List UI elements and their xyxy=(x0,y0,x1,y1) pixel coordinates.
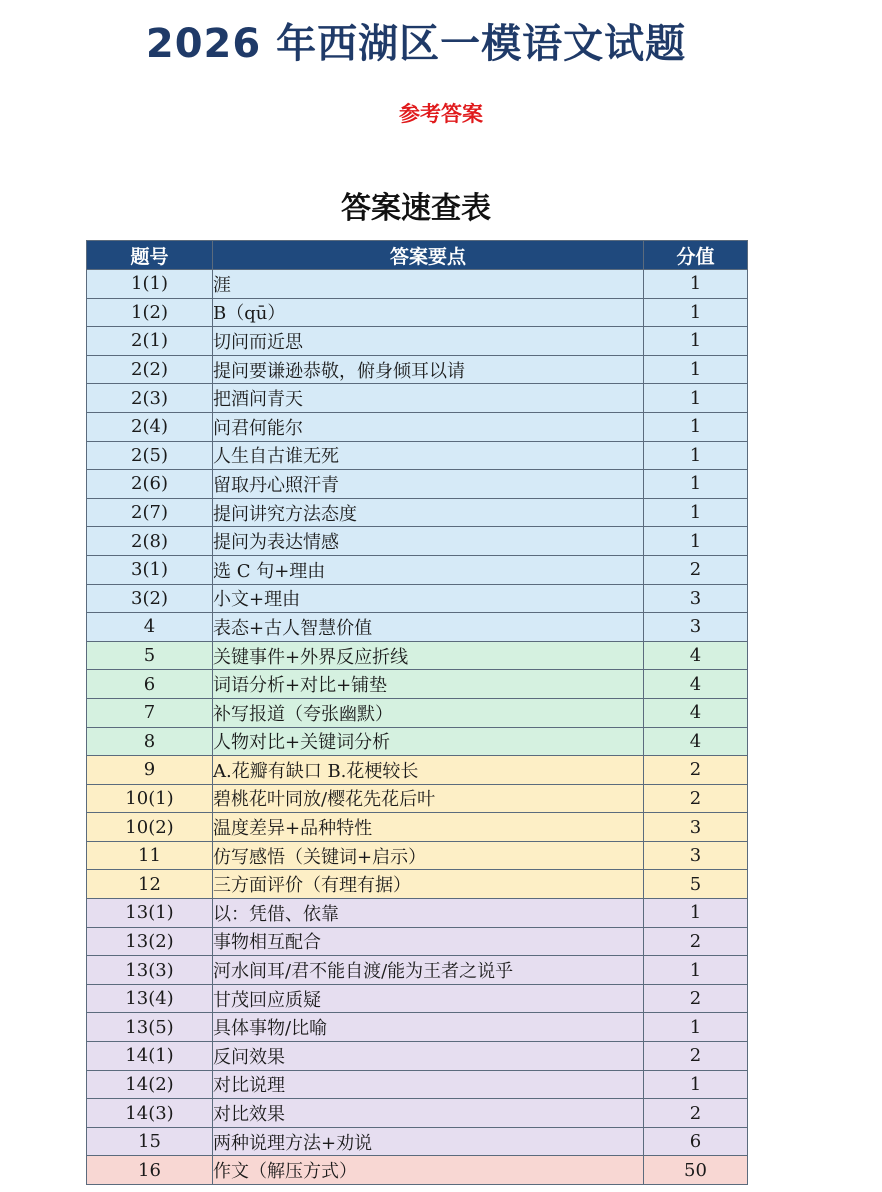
table-row xyxy=(87,470,748,499)
answer-point-cell: 以：凭借、依靠 xyxy=(213,899,644,928)
table-row xyxy=(87,698,748,727)
answer-point-cell: 切问而近思 xyxy=(213,327,644,356)
answer-point-cell: 选 C 句+理由 xyxy=(213,555,644,584)
table-row xyxy=(87,784,748,813)
question-number-cell: 2(8) xyxy=(87,527,213,556)
score-cell: 1 xyxy=(644,298,748,327)
score-cell: 5 xyxy=(644,870,748,899)
question-number-cell: 14(3) xyxy=(87,1099,213,1128)
question-number-cell: 2(3) xyxy=(87,384,213,413)
score-cell: 1 xyxy=(644,412,748,441)
answer-point-cell: B（qū） xyxy=(213,298,644,327)
table-row xyxy=(87,984,748,1013)
table-row xyxy=(87,412,748,441)
score-cell: 4 xyxy=(644,641,748,670)
table-row xyxy=(87,1042,748,1071)
table-row xyxy=(87,327,748,356)
table-row xyxy=(87,441,748,470)
question-number-cell: 4 xyxy=(87,613,213,642)
answer-point-cell: A.花瓣有缺口 B.花梗较长 xyxy=(213,756,644,785)
answer-point-cell: 问君何能尔 xyxy=(213,412,644,441)
score-cell: 4 xyxy=(644,727,748,756)
answer-point-cell: 反问效果 xyxy=(213,1042,644,1071)
column-header-answer: 答案要点 xyxy=(213,241,644,270)
answer-point-cell: 关键事件+外界反应折线 xyxy=(213,641,644,670)
score-cell: 2 xyxy=(644,756,748,785)
score-cell: 1 xyxy=(644,441,748,470)
table-row xyxy=(87,1070,748,1099)
answer-point-cell: 河水间耳/君不能自渡/能为王者之说乎 xyxy=(213,956,644,985)
answer-point-cell: 作文（解压方式） xyxy=(213,1156,644,1185)
question-number-cell: 1(2) xyxy=(87,298,213,327)
table-row xyxy=(87,641,748,670)
question-number-cell: 10(1) xyxy=(87,784,213,813)
score-cell: 1 xyxy=(644,327,748,356)
answer-table xyxy=(86,240,748,1185)
question-number-cell: 10(2) xyxy=(87,813,213,842)
question-number-cell: 2(6) xyxy=(87,470,213,499)
answer-point-cell: 提问为表达情感 xyxy=(213,527,644,556)
table-row xyxy=(87,298,748,327)
score-cell: 1 xyxy=(644,956,748,985)
question-number-cell: 1(1) xyxy=(87,270,213,299)
question-number-cell: 2(4) xyxy=(87,412,213,441)
score-cell: 1 xyxy=(644,384,748,413)
score-cell: 2 xyxy=(644,555,748,584)
score-cell: 3 xyxy=(644,841,748,870)
question-number-cell: 7 xyxy=(87,698,213,727)
score-cell: 1 xyxy=(644,1070,748,1099)
answer-point-cell: 具体事物/比喻 xyxy=(213,1013,644,1042)
column-header-question: 题号 xyxy=(87,241,213,270)
answer-point-cell: 留取丹心照汗青 xyxy=(213,470,644,499)
table-row xyxy=(87,1156,748,1185)
table-row xyxy=(87,813,748,842)
score-cell: 6 xyxy=(644,1127,748,1156)
question-number-cell: 8 xyxy=(87,727,213,756)
answer-point-cell: 人物对比+关键词分析 xyxy=(213,727,644,756)
score-cell: 3 xyxy=(644,813,748,842)
answer-point-cell: 提问讲究方法态度 xyxy=(213,498,644,527)
question-number-cell: 13(4) xyxy=(87,984,213,1013)
answer-point-cell: 三方面评价（有理有据） xyxy=(213,870,644,899)
table-row xyxy=(87,584,748,613)
question-number-cell: 13(3) xyxy=(87,956,213,985)
question-number-cell: 16 xyxy=(87,1156,213,1185)
score-cell: 1 xyxy=(644,470,748,499)
answer-point-cell: 把酒问青天 xyxy=(213,384,644,413)
table-row xyxy=(87,670,748,699)
page-subtitle: 参考答案 xyxy=(399,102,483,126)
question-number-cell: 13(2) xyxy=(87,927,213,956)
answer-point-cell: 对比说理 xyxy=(213,1070,644,1099)
question-number-cell: 13(1) xyxy=(87,899,213,928)
table-row xyxy=(87,527,748,556)
score-cell: 4 xyxy=(644,670,748,699)
score-cell: 2 xyxy=(644,784,748,813)
answer-point-cell: 词语分析+对比+铺垫 xyxy=(213,670,644,699)
table-row xyxy=(87,841,748,870)
table-row xyxy=(87,555,748,584)
table-row xyxy=(87,613,748,642)
question-number-cell: 2(7) xyxy=(87,498,213,527)
table-row xyxy=(87,956,748,985)
question-number-cell: 3(2) xyxy=(87,584,213,613)
table-row xyxy=(87,870,748,899)
table-header-row xyxy=(87,241,748,270)
score-cell: 1 xyxy=(644,355,748,384)
answer-point-cell: 碧桃花叶同放/樱花先花后叶 xyxy=(213,784,644,813)
answer-point-cell: 两种说理方法+劝说 xyxy=(213,1127,644,1156)
score-cell: 1 xyxy=(644,527,748,556)
table-row xyxy=(87,384,748,413)
score-cell: 1 xyxy=(644,1013,748,1042)
question-number-cell: 9 xyxy=(87,756,213,785)
score-cell: 50 xyxy=(644,1156,748,1185)
table-row xyxy=(87,727,748,756)
score-cell: 4 xyxy=(644,698,748,727)
score-cell: 1 xyxy=(644,899,748,928)
answer-point-cell: 事物相互配合 xyxy=(213,927,644,956)
table-row xyxy=(87,899,748,928)
score-cell: 2 xyxy=(644,927,748,956)
score-cell: 2 xyxy=(644,984,748,1013)
answer-point-cell: 甘茂回应质疑 xyxy=(213,984,644,1013)
table-row xyxy=(87,1127,748,1156)
column-header-score: 分值 xyxy=(644,241,748,270)
question-number-cell: 13(5) xyxy=(87,1013,213,1042)
table-row xyxy=(87,270,748,299)
score-cell: 3 xyxy=(644,584,748,613)
answer-table-body xyxy=(87,270,748,1185)
table-row xyxy=(87,1099,748,1128)
page-title: 2026 年西湖区一模语文试题 xyxy=(145,21,687,67)
score-cell: 1 xyxy=(644,498,748,527)
question-number-cell: 11 xyxy=(87,841,213,870)
answer-point-cell: 温度差异+品种特性 xyxy=(213,813,644,842)
answer-point-cell: 涯 xyxy=(213,270,644,299)
answer-point-cell: 小文+理由 xyxy=(213,584,644,613)
table-title: 答案速查表 xyxy=(341,191,491,226)
question-number-cell: 14(1) xyxy=(87,1042,213,1071)
table-row xyxy=(87,756,748,785)
answer-point-cell: 提问要谦逊恭敬，俯身倾耳以请 xyxy=(213,355,644,384)
question-number-cell: 12 xyxy=(87,870,213,899)
answer-point-cell: 对比效果 xyxy=(213,1099,644,1128)
score-cell: 1 xyxy=(644,270,748,299)
score-cell: 2 xyxy=(644,1099,748,1128)
question-number-cell: 2(2) xyxy=(87,355,213,384)
question-number-cell: 6 xyxy=(87,670,213,699)
table-row xyxy=(87,498,748,527)
score-cell: 3 xyxy=(644,613,748,642)
answer-point-cell: 仿写感悟（关键词+启示） xyxy=(213,841,644,870)
score-cell: 2 xyxy=(644,1042,748,1071)
question-number-cell: 3(1) xyxy=(87,555,213,584)
answer-point-cell: 表态+古人智慧价值 xyxy=(213,613,644,642)
question-number-cell: 5 xyxy=(87,641,213,670)
answer-point-cell: 人生自古谁无死 xyxy=(213,441,644,470)
answer-point-cell: 补写报道（夸张幽默） xyxy=(213,698,644,727)
question-number-cell: 2(1) xyxy=(87,327,213,356)
table-row xyxy=(87,355,748,384)
question-number-cell: 14(2) xyxy=(87,1070,213,1099)
question-number-cell: 2(5) xyxy=(87,441,213,470)
table-row xyxy=(87,927,748,956)
question-number-cell: 15 xyxy=(87,1127,213,1156)
table-row xyxy=(87,1013,748,1042)
